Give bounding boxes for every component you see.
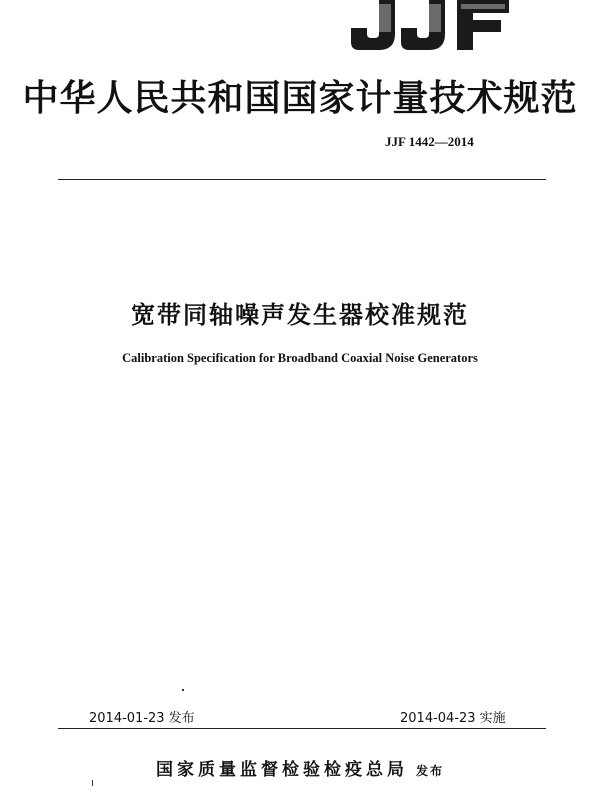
top-divider (58, 179, 546, 180)
jjf-logo-mark (349, 0, 511, 52)
jjf-logo (349, 0, 511, 52)
national-spec-header: 中华人民共和国国家计量技术规范 (22, 77, 578, 119)
issue-date: 2014-01-23 发布 (89, 711, 195, 726)
scan-speck (92, 780, 93, 786)
issuer-action: 发布 (415, 764, 444, 778)
standard-number: JJF 1442—2014 (385, 134, 474, 149)
bottom-divider (58, 728, 546, 729)
effective-date: 2014-04-23 实施 (400, 711, 506, 726)
issuer-line (0, 755, 600, 780)
document-title-en: Calibration Specification for Broadband Coaxial Noise Generators (122, 351, 478, 365)
issuer-name: 国家质量监督检验检疫总局 (155, 760, 408, 780)
scan-speck (182, 689, 184, 691)
document-title-cn: 宽带同轴噪声发生器校准规范 (131, 301, 469, 329)
